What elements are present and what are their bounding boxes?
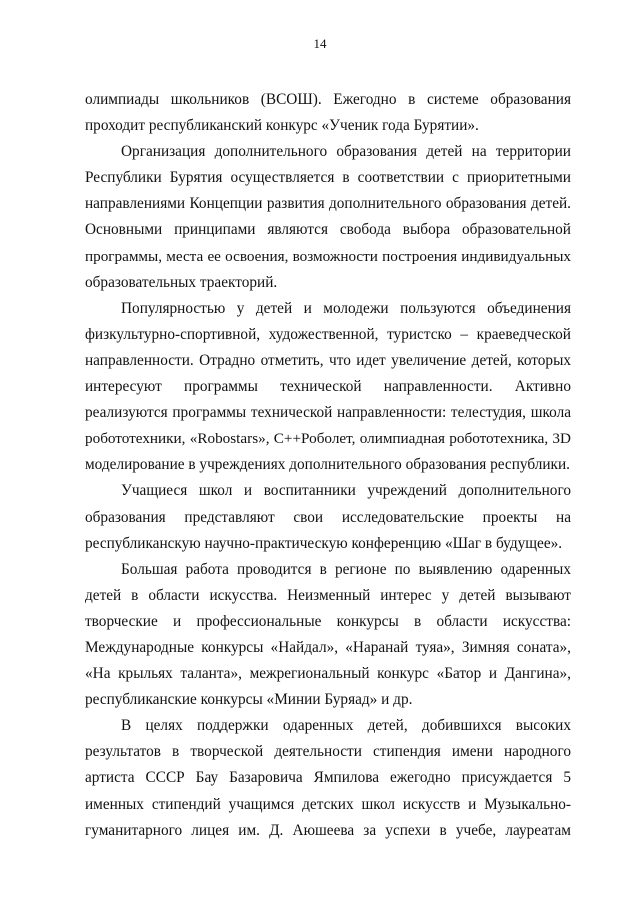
text-line: интересуют программы технической направленности. Активно [85,378,571,396]
text-line: реализуются программы технической направленности: телестудия, школа [85,404,571,422]
text-line: направленности. Отрадно отметить, что идет увеличение детей, которых [85,351,571,369]
text-line: Учащиеся школ и воспитанники учреждений дополнительного [121,482,571,500]
text-line: творческие и профессиональные конкурсы в области искусства: [85,612,571,630]
paragraph [85,713,571,843]
text-line: Популярностью у детей и молодежи пользуются объединения [121,299,571,317]
text-line: направлениями Концепции развития дополнительного образования детей. [85,195,571,213]
text-line: робототехники, «Robostars», С++Роболет, олимпиадная робототехника, 3D [85,430,571,448]
text-line: Большая работа проводится в регионе по выявлению одаренных [121,560,571,578]
text-line: В целях поддержки одаренных детей, добившихся высоких [121,717,571,735]
paragraph [85,296,571,479]
text-line: гуманитарного лицея им. Д. Аюшеева за успехи в учебе, лауреатам [85,821,571,839]
text-line: физкультурно-спортивной, художественной, туристско – краеведческой [85,325,571,343]
text-line: республиканские конкурсы «Минии Буряад» и др. [85,691,413,709]
text-line: образования представляют свои исследовательские проекты на [85,508,571,526]
page-number: 14 [313,36,327,51]
text-line: олимпиады школьников (ВСОШ). Ежегодно в системе образования [85,91,571,108]
text-line: Международные конкурсы «Найдал», «Наранай туяа», Зимняя соната», [85,638,571,656]
text-line: Республики Бурятия осуществляется в соответствии с приоритетными [85,169,571,187]
text-line: Организация дополнительного образования детей на территории [121,143,571,161]
document-body [85,87,571,844]
text-line: детей в области искусства. Неизменный интерес у детей вызывают [85,586,571,604]
paragraph [85,87,571,139]
text-line: именных стипендий учащимся детских школ искусств и Музыкально- [85,795,571,813]
text-line: моделирование в учреждениях дополнительного образования республики. [85,456,570,474]
text-line: образовательных траекторий. [85,273,278,291]
paragraph [85,557,571,714]
text-line: республиканскую научно-практическую конференцию «Шаг в будущее». [85,534,563,552]
text-line: артиста СССР Бау Базаровича Ямпилова ежегодно присуждается 5 [85,769,571,787]
text-line: проходит республиканский конкурс «Ученик года Бурятии». [85,117,479,135]
text-line: Основными принципами являются свобода выбора образовательной [85,221,571,239]
paragraph [85,478,571,556]
paragraph [85,139,571,296]
text-line: «На крыльях таланта», межрегиональный конкурс «Батор и Дангина», [85,665,571,683]
text-line: результатов в творческой деятельности стипендия имени народного [85,743,571,761]
text-line: программы, места ее освоения, возможности построения индивидуальных [85,247,571,265]
